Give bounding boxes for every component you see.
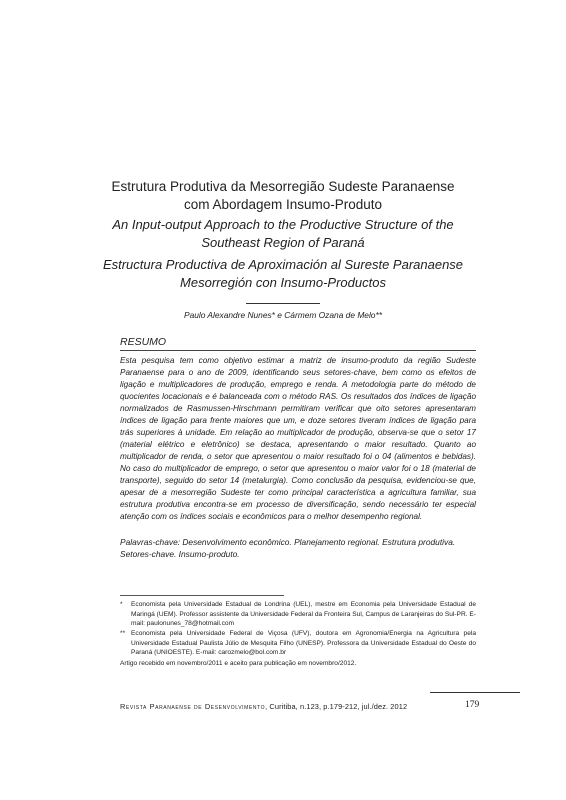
footnote-2-marker: ** <box>120 630 126 637</box>
title-spanish <box>60 256 506 292</box>
footnote-1-text: Economista pela Universidade Estadual de Londrina (UEL), mestre em Economia pela Universidade Estadual de Maringá (UEM). Professor assistente da Universidade Federal da Fronteira Sul, Campus de Laranjeiras do Sul-PR. E-mail: paulonunes_78@hotmail.com <box>131 601 476 628</box>
title-spanish-line-2: Mesorregión con Insumo-Productos <box>180 275 386 290</box>
title-portuguese <box>60 178 506 214</box>
author-line: Paulo Alexandre Nunes* e Cármem Ozana de Melo** <box>183 310 382 320</box>
title-portuguese-line-2: com Abordagem Insumo-Produto <box>183 197 383 212</box>
footer-rule <box>430 692 520 693</box>
footnote-1 <box>120 600 476 629</box>
title-english <box>60 216 506 252</box>
title-english-line-1: An Input-output Approach to the Productive Structure of the <box>112 217 454 232</box>
journal-citation: , Curitiba, n.123, p.179-212, jul./dez. 2012 <box>265 702 408 711</box>
abstract-heading-rule <box>120 350 476 351</box>
footnote-divider <box>120 595 284 596</box>
title-english-line-2: Southeast Region of Paraná <box>201 235 365 250</box>
keywords: Palavras-chave: Desenvolvimento econômico. Planejamento regional. Estrutura produtiva. Setores-chave. Insumo-produto. <box>120 537 456 559</box>
running-footer <box>120 702 407 711</box>
author-divider <box>246 303 320 304</box>
page-number: 179 <box>465 700 480 710</box>
abstract-text: Esta pesquisa tem como objetivo estimar a matriz de insumo-produto da região Sudeste Paranaense para o ano de 2009, identificando seus setores-chave, bem como os efeitos de ligação e multiplicadores de produção, emprego e renda. A metodologia parte do método de quocientes locacionais e é balanceada com o método RAS. Os resultados dos índices de ligação normalizados de Rasmussen-Hirschmann permitiram verificar que oito setores apresentaram índices de ligação para frente maiores que um, e doze setores tiveram índices de ligação para trás superiores à unidade. Em relação ao multiplicador de produção, observa-se que o setor 17 (material elétrico e eletrônico) se destaca, apresentando o maior resultado. Quanto ao multiplicador de renda, o setor que apresentou o maior resultado foi o 04 (alimentos e bebidas). No caso do multiplicador de emprego, o setor que apresentou o maior valor foi o 18 (material de transporte), seguido do setor 14 (metalurgia). Como conclusão da pesquisa, evidenciou-se que, apesar de a mesorregião Sudeste ter como principal característica a agricultura familiar, sua estrutura produtiva encontra-se em processo de diversificação, sendo necessário ter especial atenção com os índices sociais e econômicos para o melhor desempenho regional. <box>120 356 476 521</box>
received-date-note: Artigo recebido em novembro/2011 e aceito para publicação em novembro/2012. <box>120 660 357 667</box>
journal-name: Revista Paranaense de Desenvolvimento <box>120 702 266 711</box>
abstract-heading: RESUMO <box>120 336 167 348</box>
title-spanish-line-1: Estructura Productiva de Aproximación al Sureste Paranaense <box>102 257 464 272</box>
title-portuguese-line-1: Estrutura Produtiva da Mesorregião Sudeste Paranaense <box>111 179 455 194</box>
footnote-2 <box>120 629 476 658</box>
footnote-2-text: Economista pela Universidade Federal de Viçosa (UFV), doutora em Agronomia/Energia na Agricultura pela Universidade Estadual Paulista Júlio de Mesquita Filho (UNESP). Professora da Universidade Estadual do Oeste do Paraná (UNIOESTE). E-mail: carozmelo@bol.com.br <box>131 630 476 657</box>
footnote-1-marker: * <box>120 601 123 608</box>
